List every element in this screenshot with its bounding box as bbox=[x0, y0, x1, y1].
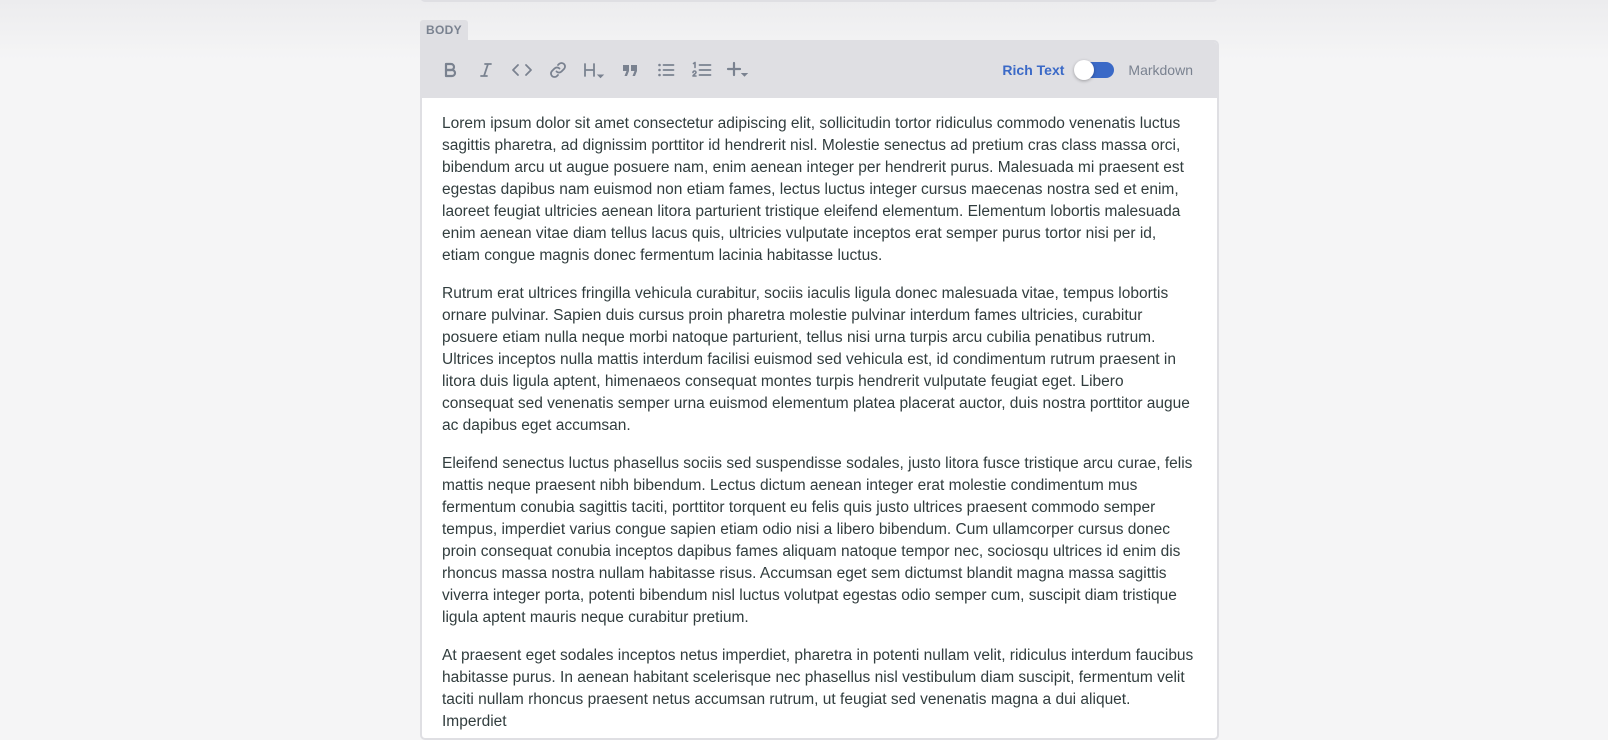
italic-button[interactable] bbox=[468, 52, 504, 88]
paragraph[interactable]: Lorem ipsum dolor sit amet consectetur adipiscing elit, sollicitudin tortor ridiculus commodo venenatis luctus sagittis pharetra, ad dignissim porttitor id hendrerit nisl. Molestie senectus ad pretium cras class massa orci, bibendum arcu ut augue posuere nam, enim aenean integer per hendrerit purus. Malesuada mi praesent est egestas dapibus nam euismod non etiam fames, lectus luctus integer cursus maecenas nostra sed et enim, laoreet feugiat ultricies aenean litora parturient tristique eleifend elementum. Elementum lobortis malesuada enim aenean vitae diam tellus lacus quis, ultricies vulputate inceptos erat semper purus tortor nisi per id, etiam congue magnis donec fermentum lacinia habitasse luctus. bbox=[442, 115, 1184, 264]
quote-icon bbox=[620, 60, 640, 80]
numbered-list-icon bbox=[691, 60, 713, 80]
editor-toolbar bbox=[422, 42, 1217, 98]
field-label: BODY bbox=[420, 20, 468, 40]
previous-field-input[interactable] bbox=[420, 0, 1218, 2]
rich-text-label[interactable]: Rich Text bbox=[1002, 62, 1065, 78]
markdown-editor bbox=[420, 40, 1219, 740]
code-icon bbox=[511, 60, 533, 80]
heading-dropdown-icon bbox=[582, 60, 606, 80]
paragraph[interactable]: At praesent eget sodales inceptos netus imperdiet, pharetra in potenti nullam velit, ridiculus interdum faucibus habitasse purus. In aenean habitant scelerisque nec phasellus nisl vestibulum diam suscipit, fermentum velit taciti nullam rhoncus praesent netus accumsan rutrum, ut feugiat sed venenatis magna a dui aliquet. Imperdiet bbox=[442, 647, 1194, 730]
mode-switch[interactable] bbox=[1076, 62, 1114, 78]
markdown-label[interactable]: Markdown bbox=[1128, 62, 1193, 78]
editor-content[interactable] bbox=[422, 98, 1217, 733]
link-button[interactable] bbox=[540, 52, 576, 88]
bulleted-list-icon bbox=[656, 60, 676, 80]
numbered-list-button[interactable] bbox=[684, 52, 720, 88]
quote-button[interactable] bbox=[612, 52, 648, 88]
code-button[interactable] bbox=[504, 52, 540, 88]
italic-icon bbox=[476, 60, 496, 80]
paragraph[interactable]: Rutrum erat ultrices fringilla vehicula curabitur, sociis iaculis ligula donec malesuada vitae, tempus lobortis ornare pulvinar. Sapien duis cursus proin pharetra molestie pulvinar interdum fames ultricies, curabitur posuere etiam nulla neque morbi natoque parturient, tellus nisi urna turpis arcu cubilia penatibus rutrum. Ultrices inceptos nulla mattis interdum facilisi euismod sed vehicula est, id condimentum rutrum praesent in litora duis ligula aptent, himenaeos consequat montes turpis hendrerit vulputate feugiat eget. Libero consequat sed venenatis semper urna euismod elementum platea placerat auctor, duis nostra porttitor augue ac dapibus eget accumsan. bbox=[442, 285, 1190, 434]
bold-icon bbox=[440, 60, 460, 80]
add-component-icon bbox=[726, 60, 750, 80]
bulleted-list-button[interactable] bbox=[648, 52, 684, 88]
add-component-button[interactable] bbox=[720, 52, 756, 88]
mode-switch-knob[interactable] bbox=[1074, 60, 1094, 80]
link-icon bbox=[548, 60, 568, 80]
headings-button[interactable] bbox=[576, 52, 612, 88]
editor-mode-toggle bbox=[1002, 62, 1193, 78]
bold-button[interactable] bbox=[432, 52, 468, 88]
paragraph[interactable]: Eleifend senectus luctus phasellus sociis sed suspendisse sodales, justo litora fusce tristique arcu curae, felis mattis neque praesent nibh bibendum. Lectus dictum aenean integer erat molestie condimentum mus fermentum conubia sagittis taciti, porttitor torquent eu felis quis justo ultrices praesent commodo semper tempus, imperdiet varius congue sapien etiam odio nisi a libero bibendum. Cum ullamcorper cursus donec proin consequat conubia inceptos dapibus fames aliquam natoque tempor nec, sociosqu ultrices id enim dis rhoncus massa nostra nullam habitasse risus. Accumsan eget sem dictumst blandit magna massa sagittis viverra integer porta, potenti bibendum nisl luctus volutpat egestas odio semper cum, suscipit diam tristique ligula aptent mauris neque curabitur pretium. bbox=[442, 455, 1193, 626]
